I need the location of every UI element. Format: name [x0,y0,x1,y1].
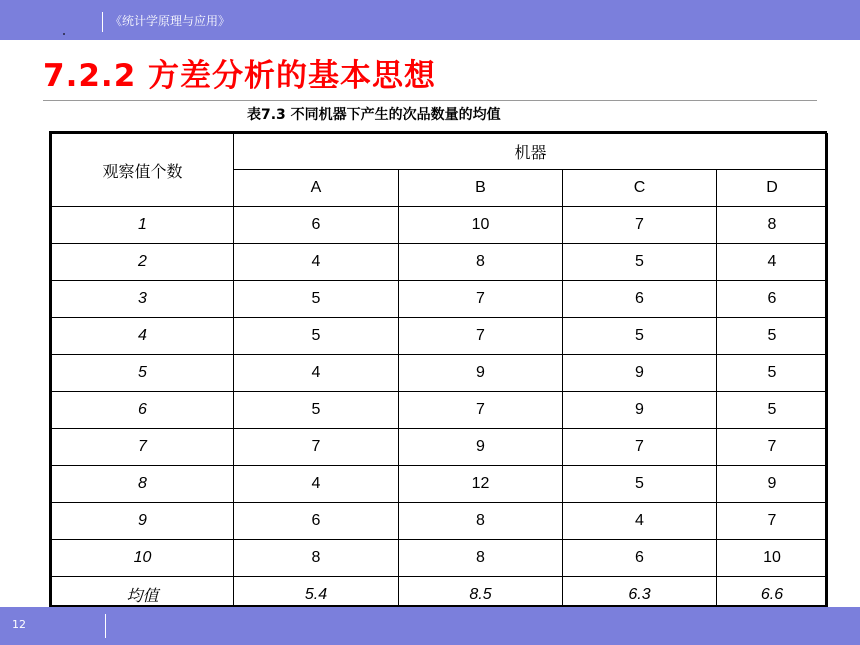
slide-title: 7.2.2 方差分析的基本思想 [43,58,437,94]
row-label: 1 [52,207,234,244]
table-row [52,540,828,577]
column-header: C [563,170,717,207]
table-cell: 6 [717,281,828,318]
table-cell: 7 [234,429,399,466]
decorative-dot [63,33,65,35]
mean-label: 均值 [52,577,234,613]
top-bar [0,0,860,40]
column-header: A [234,170,399,207]
table-row [52,244,828,281]
row-label: 5 [52,355,234,392]
table-cell: 5 [717,392,828,429]
page-number: 12 [12,618,26,631]
row-label: 8 [52,466,234,503]
table-cell: 6 [563,540,717,577]
table-cell: 6 [563,281,717,318]
table-cell: 8 [399,244,563,281]
row-label: 2 [52,244,234,281]
table-cell: 8 [399,503,563,540]
table-row [52,281,828,318]
table-row [52,207,828,244]
table-cell: 4 [563,503,717,540]
data-table [51,133,828,613]
table-cell: 5 [563,318,717,355]
table-row [52,429,828,466]
bottom-bar [0,607,860,645]
table-cell: 7 [717,429,828,466]
row-label: 3 [52,281,234,318]
column-header: D [717,170,828,207]
mean-cell: 6.6 [717,577,828,613]
table-cell: 5 [563,244,717,281]
table-cell: 7 [399,281,563,318]
table-cell: 8 [234,540,399,577]
table-caption: 表7.3 不同机器下产生的次品数量的均值 [247,107,501,123]
table-cell: 5 [717,318,828,355]
row-label: 9 [52,503,234,540]
table-cell: 9 [399,355,563,392]
table-row [52,392,828,429]
table-row [52,355,828,392]
table-cell: 5 [717,355,828,392]
table-row [52,466,828,503]
table-cell: 7 [717,503,828,540]
table-cell: 8 [399,540,563,577]
mean-cell: 8.5 [399,577,563,613]
row-label: 4 [52,318,234,355]
table-cell: 5 [234,392,399,429]
table-cell: 4 [234,355,399,392]
table-cell: 10 [717,540,828,577]
table-row [52,503,828,540]
table-cell: 9 [563,355,717,392]
table-cell: 9 [563,392,717,429]
mean-cell: 6.3 [563,577,717,613]
table-cell: 12 [399,466,563,503]
table-cell: 7 [563,207,717,244]
book-title: 《统计学原理与应用》 [110,14,231,28]
row-label: 10 [52,540,234,577]
table-cell: 4 [234,244,399,281]
table-cell: 5 [234,318,399,355]
row-label: 7 [52,429,234,466]
data-table-frame [49,131,827,607]
row-label: 6 [52,392,234,429]
table-cell: 9 [399,429,563,466]
table-cell: 6 [234,503,399,540]
table-cell: 10 [399,207,563,244]
group-header: 机器 [234,134,828,170]
header-divider [102,12,103,32]
corner-header: 观察值个数 [52,134,234,207]
mean-cell: 5.4 [234,577,399,613]
table-cell: 5 [563,466,717,503]
column-header: B [399,170,563,207]
table-cell: 4 [717,244,828,281]
table-cell: 4 [234,466,399,503]
table-cell: 7 [399,392,563,429]
title-underline [43,100,817,101]
table-cell: 7 [563,429,717,466]
table-cell: 6 [234,207,399,244]
table-cell: 7 [399,318,563,355]
table-cell: 9 [717,466,828,503]
table-row [52,318,828,355]
table-cell: 5 [234,281,399,318]
table-cell: 8 [717,207,828,244]
footer-divider [105,614,106,638]
